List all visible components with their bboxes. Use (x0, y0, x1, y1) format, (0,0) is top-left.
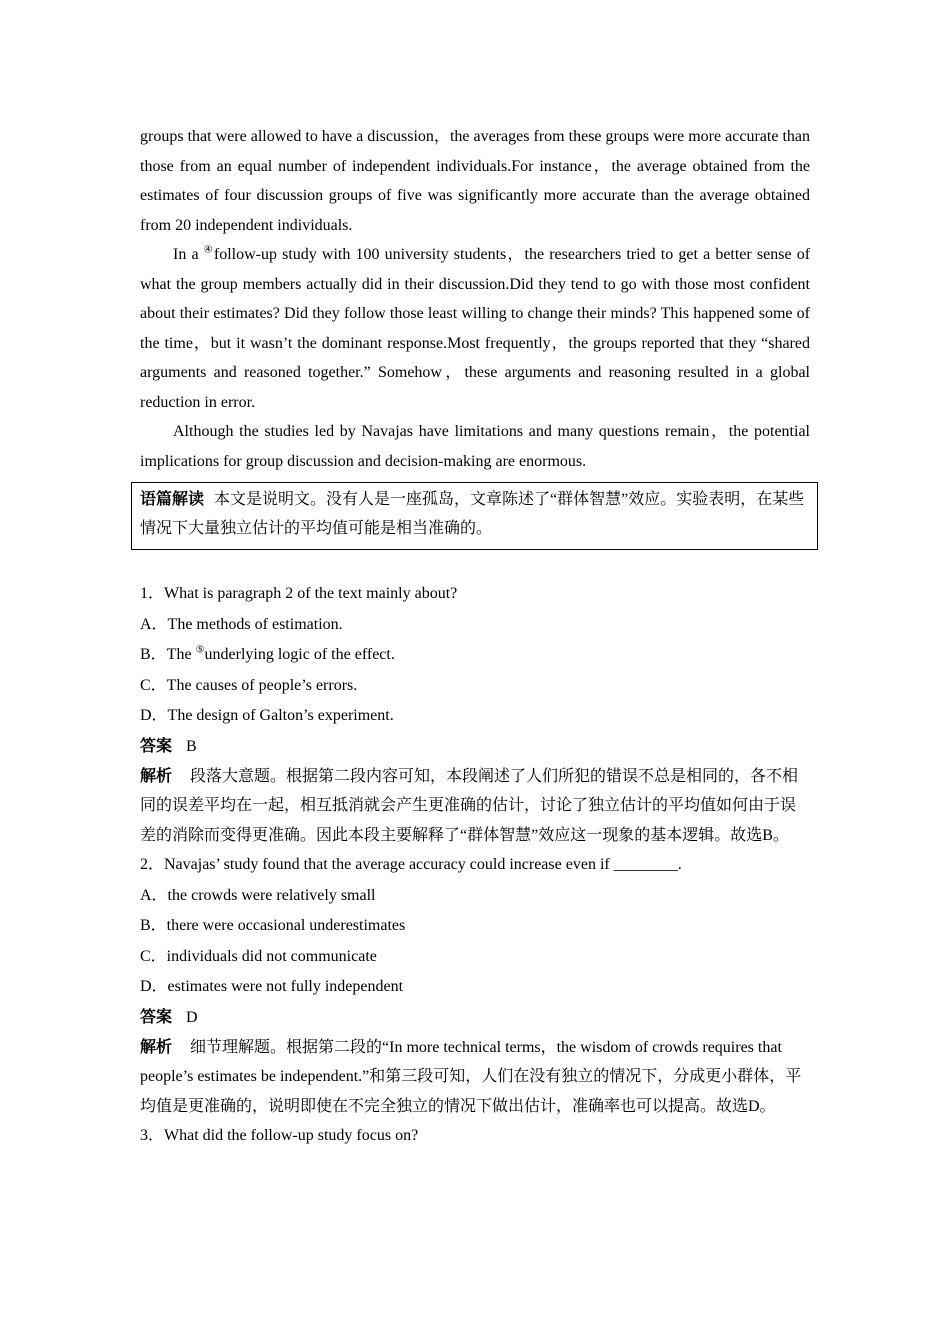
passage-paragraph-3: Although the studies led by Navajas have limitations and many questions remain，the potential implications for group discussion and decision-making are enormous. (140, 423, 810, 470)
question-2-option-b: B．there were occasional underestimates (140, 917, 406, 934)
explanation-text: 细节理解题。根据第二段的“In more technical terms，the wisdom of crowds requires that people’s estimates be independent.”和第三段可知，人们在没有独立的情况下，分成更小群体，平均值是更准确的，说明即使在不完全独立的情况下做出估计，准确率也可以提高。故选D。 (140, 1038, 802, 1115)
content-column (140, 122, 810, 1152)
passage-paragraph-2 (140, 240, 810, 417)
question-1-option-d: D．The design of Galton’s experiment. (140, 707, 394, 724)
question-1-option-b (140, 640, 810, 671)
question-1-option-a: A．The methods of estimation. (140, 615, 343, 633)
question-2-option-d: D．estimates were not fully independent (140, 978, 404, 995)
answer-label: 答案 (140, 1008, 173, 1026)
question-1-option-c: C．The causes of people’s errors. (140, 676, 358, 694)
passage-paragraph-1: groups that were allowed to have a discussion，the averages from these groups were more accurate than those from an equal number of independent individuals.For instance，the average obtained from the estimates of four discussion groups of five was significantly more accurate than the average obtained from 20 independent individuals. (140, 128, 810, 234)
summary-label: 语篇解读 (140, 491, 205, 508)
paragraph-2-lead: In a (173, 246, 204, 263)
question-3-stem: 3．What did the follow-up study focus on? (140, 1127, 419, 1144)
paragraph-2-body: follow-up study with 100 university students，the researchers tried to get a better sense of what the group members actually did in their discussion.Did they tend to go with those most confident about their estimates? Did they follow those least willing to change their minds? This happened some of the time，but it wasn’t the dominant response.Most frequently，the groups reported that they “shared arguments and reasoned together.” Somehow，these arguments and reasoning resulted in a global reduction in error. (140, 246, 811, 411)
question-2-option-a: A．the crowds were relatively small (140, 886, 376, 904)
question-2-explanation (140, 1033, 810, 1122)
footnote-marker-4: ④ (203, 244, 214, 256)
explanation-text: 段落大意题。根据第二段内容可知，本段阐述了人们所犯的错误不总是相同的，各不相同的误差平均在一起，相互抵消就会产生更准确的估计，讨论了独立估计的平均值如何由于误差的消除而变得更准确。因此本段主要解释了“群体智慧”效应这一现象的基本逻辑。故选B。 (140, 767, 799, 844)
summary-text: 本文是说明文。没有人是一座孤岛，文章陈述了“群体智慧”效应。实验表明，在某些情况下大量独立估计的平均值可能是相当准确的。 (140, 491, 805, 537)
answer-label: 答案 (140, 737, 173, 755)
question-2-answer (140, 1003, 810, 1033)
question-1-stem: 1．What is paragraph 2 of the text mainly about? (140, 585, 458, 602)
answer-value: B (186, 737, 197, 755)
question-2-option-c: C．individuals did not communicate (140, 947, 377, 965)
option-b-lead: B．The (140, 646, 196, 663)
option-b-body: underlying logic of the effect. (204, 646, 395, 663)
explanation-label: 解析 (140, 1038, 173, 1056)
answer-value: D (186, 1008, 198, 1026)
footnote-marker-5: ⑤ (195, 644, 205, 656)
question-1-answer (140, 732, 810, 762)
explanation-label: 解析 (140, 767, 173, 785)
question-2-stem: 2．Navajas’ study found that the average accuracy could increase even if ________. (140, 856, 682, 873)
summary-box (131, 482, 818, 550)
question-1-explanation (140, 762, 810, 851)
